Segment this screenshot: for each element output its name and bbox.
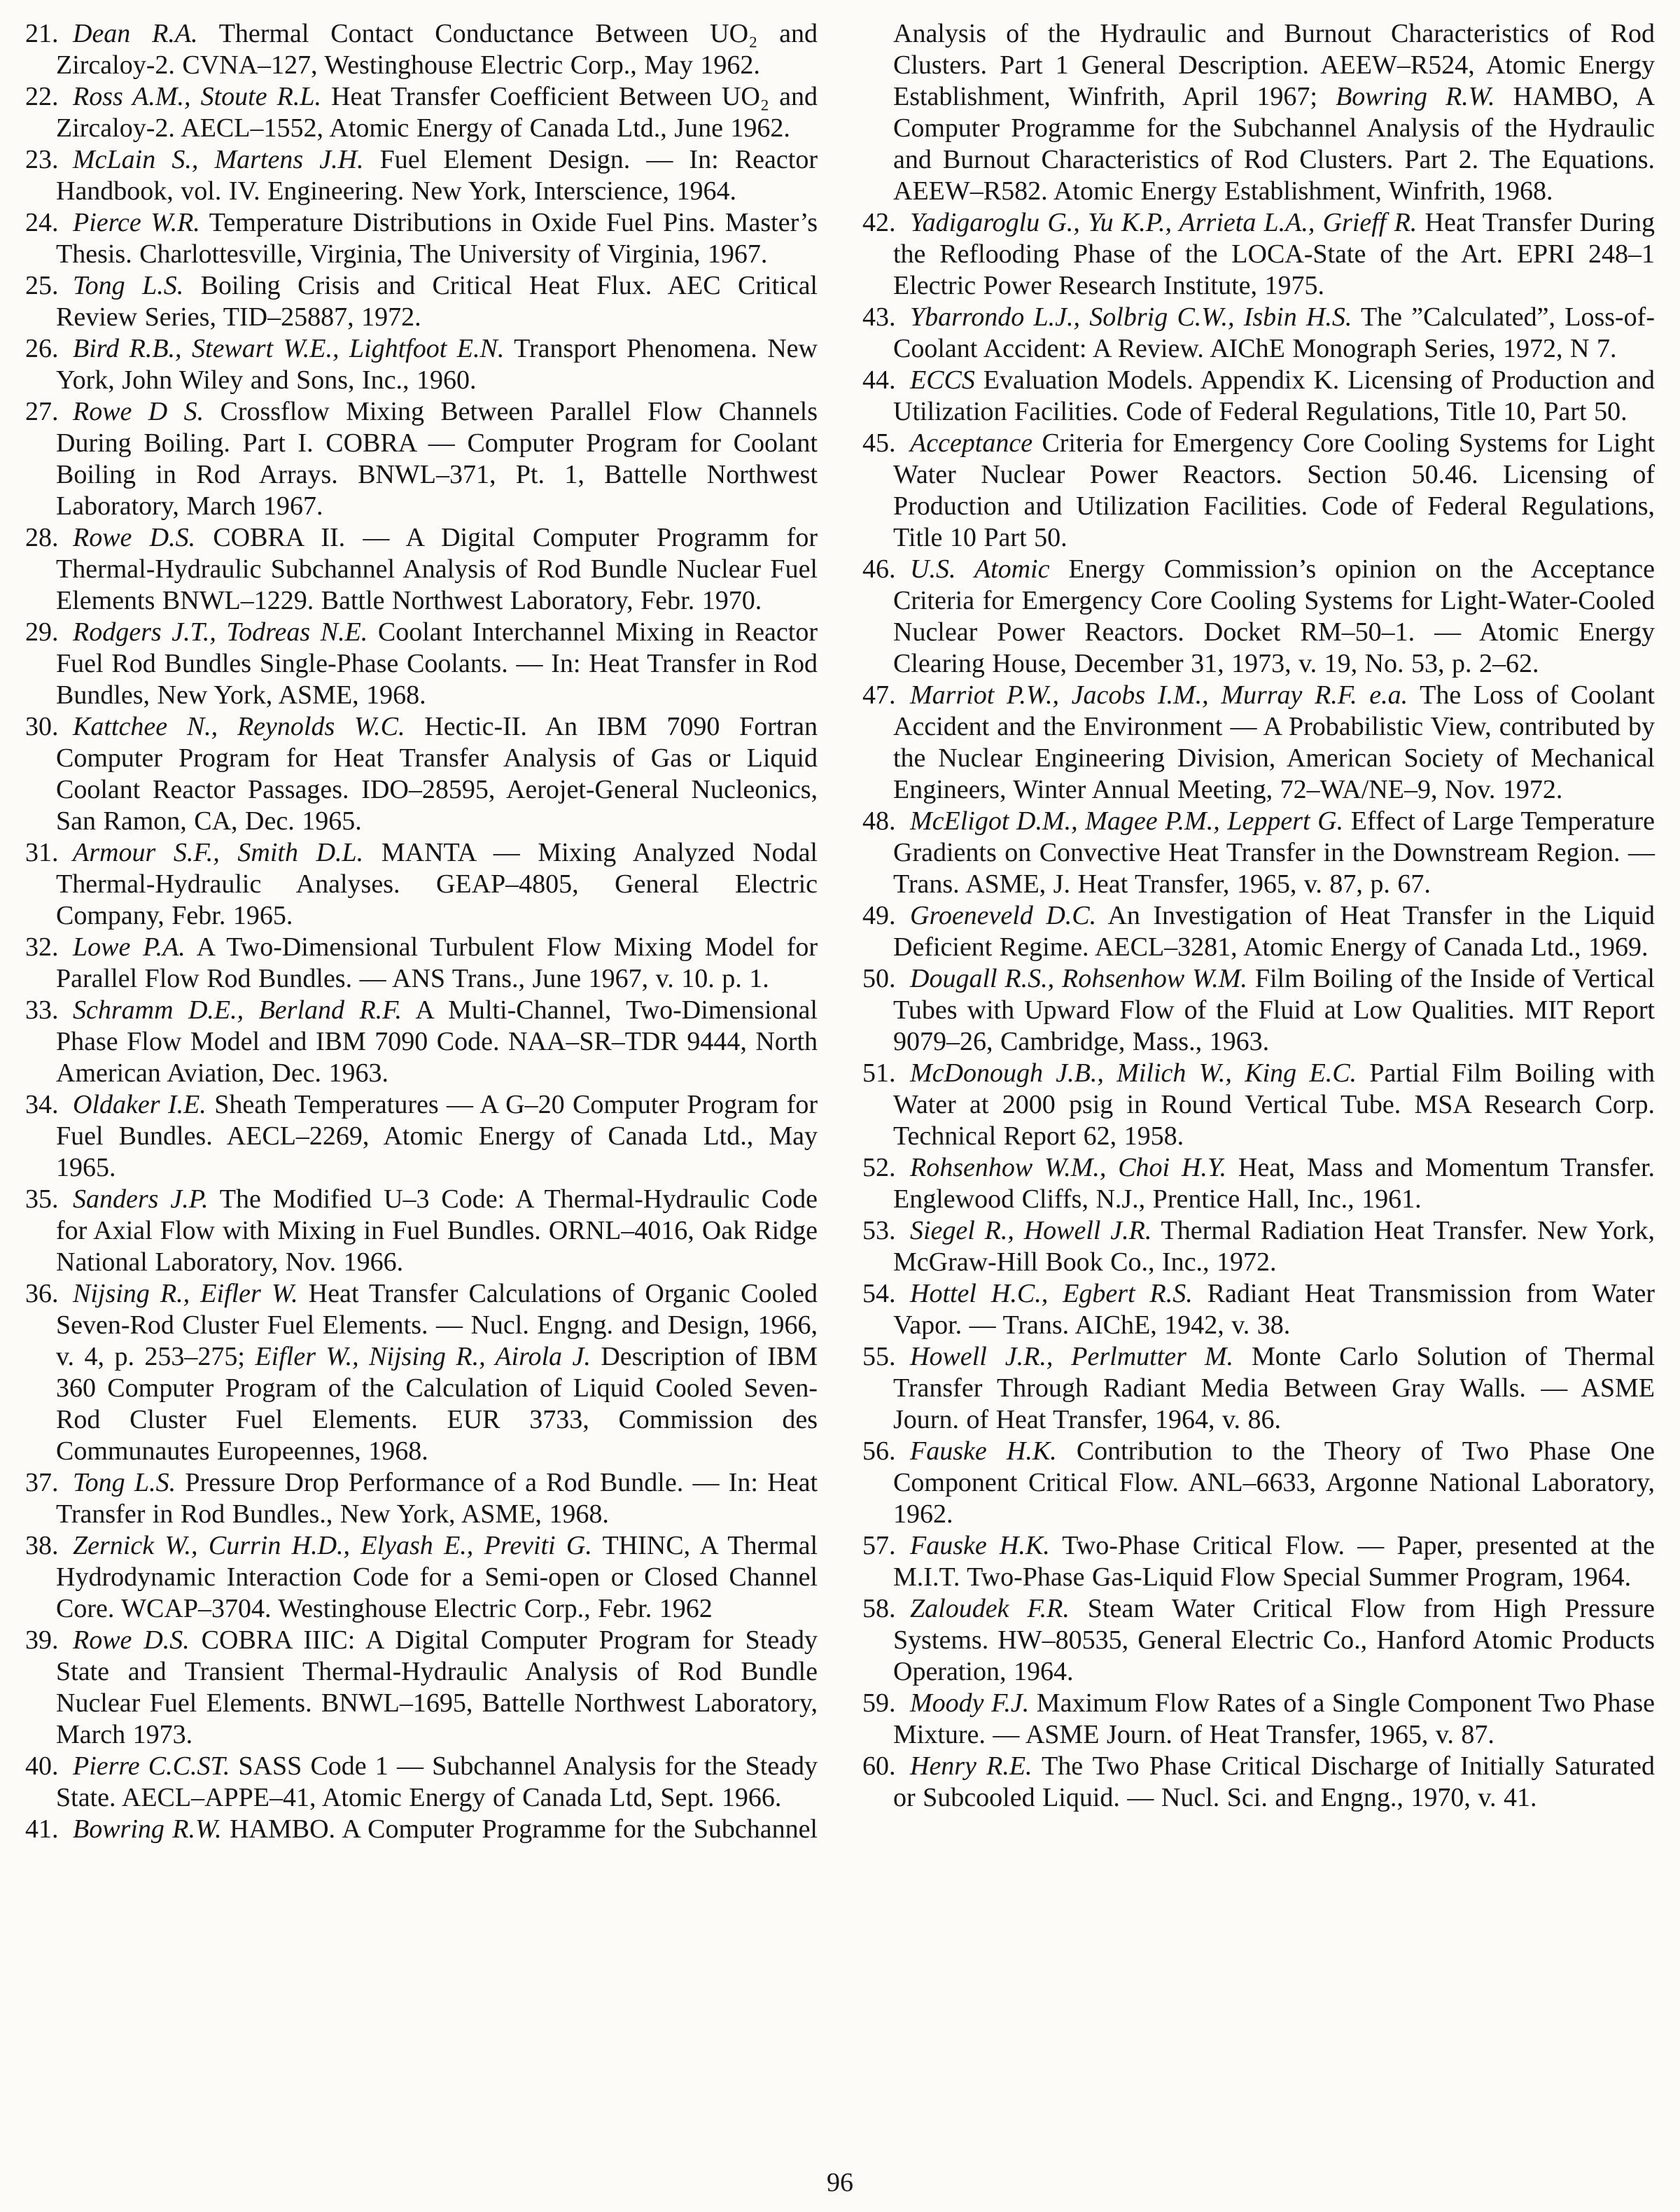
reference-item [862,806,1655,900]
reference-number: 55. [862,1342,896,1371]
author-names: Fauske H.K. [910,1531,1050,1560]
reference-text [56,82,818,143]
author-names: Sanders J.P. [73,1184,209,1214]
author-names: Eifler W., Nijsing R., Airola J. [255,1342,591,1371]
reference-number: 22. [25,82,59,111]
reference-body: An Investigation of Heat Transfer in the Liquid Deficient Regime. AECL–3281, Atomic Energy of Canada Ltd., 1969. [893,901,1655,962]
reference-number: 46. [862,554,896,584]
reference-item [862,1593,1655,1688]
reference-list [25,18,1655,1845]
reference-body: Two-Phase Critical Flow. — Paper, presented at the M.I.T. Two-Phase Gas-Liquid Flow Special Summer Program, 1964. [893,1531,1655,1592]
author-names: Pierce W.R. [73,208,200,237]
author-names: Rowe D.S. [73,1625,190,1655]
reference-text [893,302,1655,363]
reference-body: Crossflow Mixing Between Parallel Flow Channels During Boiling. Part I. COBRA — Computer Program for Coolant Boiling in Rod Arrays. BNWL–371, Pt. 1, Battelle Northwest Laboratory, March 1967. [56,397,818,521]
reference-number: 38. [25,1531,59,1560]
reference-number: 59. [862,1688,896,1718]
reference-number: 52. [862,1153,896,1182]
reference-body: Heat, Mass and Momentum Transfer. Englewood Cliffs, N.J., Prentice Hall, Inc., 1961. [893,1153,1656,1214]
author-names: McDonough J.B., Milich W., King E.C. [910,1058,1357,1088]
reference-body: Contribution to the Theory of Two Phase One Component Critical Flow. ANL–6633, Argonne National Laboratory, 1962. [893,1436,1655,1529]
reference-text [56,1468,818,1529]
reference-item [25,207,818,270]
reference-text [893,1531,1655,1592]
reference-number: 34. [25,1090,59,1119]
reference-body: Criteria for Emergency Core Cooling Systems for Light Water Nuclear Power Reactors. Section 50.46. Licensing of Production and Utilization Facilities. Code of Federal Regulations, Title 10 Part 50. [893,428,1655,552]
reference-item [25,333,818,396]
reference-number: 27. [25,397,59,426]
reference-item [25,617,818,711]
reference-body: Effect of Large Temperature Gradients on Convective Heat Transfer in the Downstream Region. — Trans. ASME, J. Heat Transfer, 1965, v. 87, p. 67. [893,806,1656,899]
reference-item [862,302,1655,365]
reference-item [862,1341,1655,1436]
reference-text [56,838,818,930]
reference-number: 28. [25,523,59,552]
reference-text [56,932,818,993]
reference-number: 37. [25,1468,59,1497]
author-names: Ybarrondo L.J., Solbrig C.W., Isbin H.S. [910,302,1352,332]
reference-body: Radiant Heat Transmission from Water Vapor. — Trans. AIChE, 1942, v. 38. [893,1279,1656,1340]
reference-item [862,680,1655,806]
author-names: Nijsing R., Eifler W. [73,1279,298,1308]
reference-item [862,1530,1655,1593]
reference-number: 47. [862,680,896,710]
reference-text [893,1058,1655,1151]
reference-item [25,522,818,617]
reference-body: Coolant Interchannel Mixing in Reactor Fuel Rod Bundles Single-Phase Coolants. — In: Heat Transfer in Rod Bundles, New York, ASME, 1968. [56,617,818,710]
reference-body: Energy Commission’s opinion on the Acceptance Criteria for Emergency Core Cooling Systems for Light-Water-Cooled Nuclear Power Reactors. Docket RM–50–1. — Atomic Energy Clearing House, December 31, 1973, v. 19, No. 53, p. 2–62. [893,554,1655,678]
reference-text [56,523,818,615]
reference-text [56,1279,818,1466]
author-names: Lowe P.A. [73,932,186,962]
reference-text [56,271,818,332]
reference-item [25,932,818,995]
reference-body: Temperature Distributions in Oxide Fuel Pins. Master’s Thesis. Charlottesville, Virginia, The University of Virginia, 1967. [56,208,818,269]
reference-text [893,1436,1655,1529]
author-names: Bowring R.W. [1336,82,1495,111]
reference-number: 29. [25,617,59,647]
author-names: Henry R.E. [910,1751,1032,1781]
author-names: Tong L.S. [73,271,184,300]
reference-text [56,334,818,395]
reference-text [893,1279,1655,1340]
reference-body: Thermal Radiation Heat Transfer. New York, McGraw-Hill Book Co., Inc., 1972. [893,1216,1655,1277]
reference-item [25,18,818,81]
reference-body: HAMBO. A Computer Programme for the Subchannel Analysis of the Hydraulic and Burnout Characteristics of Rod Clusters. Part 1 General Description. AEEW–R524, Atomic Energy Establishment, Winfrith, April 1967; [221,19,1655,1844]
author-names: Rowe D.S. [73,523,196,552]
reference-item [862,1751,1655,1814]
author-names: Hottel H.C., Egbert R.S. [910,1279,1193,1308]
reference-text [56,1090,818,1182]
reference-number: 30. [25,712,59,741]
reference-body: SASS Code 1 — Subchannel Analysis for the Steady State. AECL–APPE–41, Atomic Energy of Canada Ltd, Sept. 1966. [56,1751,818,1812]
author-names: Dougall R.S., Rohsenhow W.M. [910,964,1247,993]
author-names: Yadigaroglu G., Yu K.P., Arrieta L.A., Grieff R. [910,208,1418,237]
reference-number: 25. [25,271,59,300]
reference-body: HAMBO, A Computer Programme for the Subchannel Analysis of the Hydraulic and Burnout Characteristics of Rod Clusters. Part 2. The Equations. AEEW–R582. Atomic Energy Establishment, Winfrith, 1968. [893,82,1656,206]
reference-number: 58. [862,1594,896,1623]
reference-item [862,1278,1655,1341]
author-names: Bowring R.W. [73,1814,222,1844]
reference-text [893,554,1655,678]
reference-text [893,806,1655,899]
reference-text [893,1216,1655,1277]
author-names: McEligot D.M., Magee P.M., Leppert G. [910,806,1344,836]
reference-number: 42. [862,208,896,237]
reference-text [56,1751,818,1812]
reference-number: 40. [25,1751,59,1781]
reference-number: 24. [25,208,59,237]
reference-item [862,554,1655,680]
reference-text [56,995,818,1088]
reference-text [56,1531,818,1623]
reference-text [56,145,818,206]
reference-body: Thermal Contact Conductance Between UO₂ and Zircaloy-2. CVNA–127, Westinghouse Electric Corp., May 1962. [56,19,818,80]
reference-item [25,995,818,1089]
reference-body: The ”Calculated”, Loss-of-Coolant Accident: A Review. AIChE Monograph Series, 1972, N 7. [893,302,1655,363]
reference-text [893,1342,1655,1434]
reference-item [862,1688,1655,1751]
author-names: Schramm D.E., Berland R.F. [73,995,402,1025]
reference-number: 51. [862,1058,896,1088]
reference-number: 53. [862,1216,896,1245]
reference-text [56,1184,818,1277]
reference-text [893,1751,1655,1812]
reference-number: 41. [25,1814,59,1844]
reference-text [893,1594,1655,1686]
author-names: Marriot P.W., Jacobs I.M., Murray R.F. e.a. [910,680,1408,710]
reference-text [893,208,1655,300]
reference-body: Partial Film Boiling with Water at 2000 psig in Round Vertical Tube. MSA Research Corp. Technical Report 62, 1958. [893,1058,1655,1151]
reference-body: A Two-Dimensional Turbulent Flow Mixing Model for Parallel Flow Rod Bundles. — ANS Trans., June 1967, v. 10. p. 1. [56,932,818,993]
reference-text [893,428,1655,552]
reference-item [862,1215,1655,1278]
author-names: Rodgers J.T., Todreas N.E. [73,617,368,647]
author-names: Tong L.S. [73,1468,176,1497]
author-names: McLain S., Martens J.H. [73,145,364,174]
author-names: Zaloudek F.R. [910,1594,1070,1623]
reference-body: Steam Water Critical Flow from High Pressure Systems. HW–80535, General Electric Co., Hanford Atomic Products Operation, 1964. [893,1594,1655,1686]
reference-item [862,1436,1655,1530]
author-names: Howell J.R., Perlmutter M. [910,1342,1234,1371]
reference-number: 21. [25,19,59,48]
reference-body: Description of IBM 360 Computer Program of the Calculation of Liquid Cooled Seven-Rod Cluster Fuel Elements. EUR 3733, Commission des Communautes Europeennes, 1968. [56,1342,818,1466]
reference-number: 60. [862,1751,896,1781]
author-names: Zernick W., Currin H.D., Elyash E., Previti G. [73,1531,592,1560]
reference-body: Film Boiling of the Inside of Vertical Tubes with Upward Flow of the Fluid at Low Qualities. MIT Report 9079–26, Cambridge, Mass., 1963. [893,964,1655,1056]
reference-body: Maximum Flow Rates of a Single Component Two Phase Mixture. — ASME Journ. of Heat Transfer, 1965, v. 87. [893,1688,1655,1749]
reference-body: COBRA II. — A Digital Computer Programm for Thermal-Hydraulic Subchannel Analysis of Rod Bundle Nuclear Fuel Elements BNWL–1229. Battle Northwest Laboratory, Febr. 1970. [56,523,818,615]
author-names: Siegel R., Howell J.R. [910,1216,1152,1245]
reference-text [56,617,818,710]
reference-item [25,1089,818,1184]
reference-body: Monte Carlo Solution of Thermal Transfer Through Radiant Media Between Gray Walls. — ASME Journ. of Heat Transfer, 1964, v. 86. [893,1342,1656,1434]
reference-number: 35. [25,1184,59,1214]
reference-body: A Multi-Channel, Two-Dimensional Phase Flow Model and IBM 7090 Code. NAA–SR–TDR 9444, North American Aviation, Dec. 1963. [56,995,818,1088]
author-names: Kattchee N., Reynolds W.C. [73,712,405,741]
author-names: ECCS [910,365,975,395]
reference-item [25,144,818,207]
reference-item [25,270,818,333]
reference-item [25,1278,818,1467]
reference-body: Heat Transfer Coefficient Between UO₂ and Zircaloy-2. AECL–1552, Atomic Energy of Canada Ltd., June 1962. [56,82,818,143]
reference-body: Pressure Drop Performance of a Rod Bundle. — In: Heat Transfer in Rod Bundles., New York, ASME, 1968. [56,1468,818,1529]
reference-item [862,963,1655,1058]
reference-text [893,1153,1655,1214]
author-names: Oldaker I.E. [73,1090,206,1119]
reference-item [25,81,818,144]
reference-item [25,1530,818,1625]
reference-text [893,1688,1655,1749]
reference-text [893,680,1655,804]
author-names: Dean R.A. [73,19,198,48]
reference-text [56,712,818,836]
reference-item [862,1152,1655,1215]
reference-number: 43. [862,302,896,332]
reference-body: THINC, A Thermal Hydrodynamic Interaction Code for a Semi-open or Closed Channel Core. WCAP–3704. Westinghouse Electric Corp., Febr. 1962 [56,1531,818,1623]
author-names: Groeneveld D.C. [910,901,1097,930]
reference-number: 36. [25,1279,59,1308]
reference-text [893,365,1655,426]
reference-item [25,1751,818,1814]
reference-number: 49. [862,901,896,930]
author-names: Ross A.M., Stoute R.L. [73,82,321,111]
author-names: Moody F.J. [910,1688,1030,1718]
author-names: Rohsenhow W.M., Choi H.Y. [910,1153,1227,1182]
reference-number: 32. [25,932,59,962]
reference-text [56,397,818,521]
reference-body: Hectic-II. An IBM 7090 Fortran Computer Program for Heat Transfer Analysis of Gas or Liquid Coolant Reactor Passages. IDO–28595, Aerojet-General Nucleonics, San Ramon, CA, Dec. 1965. [56,712,818,836]
page-number: 96 [827,2168,853,2197]
reference-body: Evaluation Models. Appendix K. Licensing of Production and Utilization Facilities. Code of Federal Regulations, Title 10, Part 50. [893,365,1655,426]
reference-item [862,900,1655,963]
reference-item [25,1625,818,1751]
reference-body: Fuel Element Design. — In: Reactor Handbook, vol. IV. Engineering. New York, Interscience, 1964. [56,145,818,206]
reference-item [25,396,818,522]
author-names: U.S. Atomic [910,554,1050,584]
reference-item [25,1467,818,1530]
reference-text [56,1625,818,1749]
reference-body: COBRA IIIC: A Digital Computer Program for Steady State and Transient Thermal-Hydraulic Analysis of Rod Bundle Nuclear Fuel Elements. BNWL–1695, Battelle Northwest Laboratory, March 1973. [56,1625,818,1749]
author-names: Armour S.F., Smith D.L. [73,838,364,867]
reference-body: Transport Phenomena. New York, John Wiley and Sons, Inc., 1960. [56,334,818,395]
reference-number: 44. [862,365,896,395]
reference-number: 23. [25,145,59,174]
reference-item [25,1184,818,1278]
reference-body: The Loss of Coolant Accident and the Environment — A Probabilistic View, contributed by the Nuclear Engineering Division, American Society of Mechanical Engineers, Winter Annual Meeting, 72–WA/NE–9, Nov. 1972. [893,680,1655,804]
reference-body: Boiling Crisis and Critical Heat Flux. AEC Critical Review Series, TID–25887, 1972. [56,271,818,332]
reference-item [862,365,1655,428]
reference-number: 26. [25,334,59,363]
reference-number: 31. [25,838,59,867]
author-names: Bird R.B., Stewart W.E., Lightfoot E.N. [73,334,505,363]
reference-number: 50. [862,964,896,993]
reference-body: The Modified U–3 Code: A Thermal-Hydraulic Code for Axial Flow with Mixing in Fuel Bundles. ORNL–4016, Oak Ridge National Laboratory, Nov. 1966. [56,1184,818,1277]
reference-body: Sheath Temperatures — A G–20 Computer Program for Fuel Bundles. AECL–2269, Atomic Energy of Canada Ltd., May 1965. [56,1090,818,1182]
reference-number: 33. [25,995,59,1025]
reference-item [25,711,818,837]
reference-item [862,207,1655,302]
reference-number: 48. [862,806,896,836]
reference-text [893,901,1655,962]
author-names: Rowe D S. [73,397,204,426]
reference-number: 57. [862,1531,896,1560]
reference-number: 56. [862,1436,896,1466]
reference-item [862,1058,1655,1152]
author-names: Acceptance [910,428,1033,458]
author-names: Fauske H.K. [910,1436,1057,1466]
reference-item [25,837,818,932]
reference-body: The Two Phase Critical Discharge of Initially Saturated or Subcooled Liquid. — Nucl. Sci. and Engng., 1970, v. 41. [893,1751,1655,1812]
reference-item [862,428,1655,554]
reference-number: 45. [862,428,896,458]
reference-text [893,964,1655,1056]
reference-number: 39. [25,1625,59,1655]
reference-body: Heat Transfer During the Reflooding Phase of the LOCA-State of the Art. EPRI 248–1 Electric Power Research Institute, 1975. [893,208,1655,300]
reference-text [56,208,818,269]
reference-body: Heat Transfer Calculations of Organic Cooled Seven-Rod Cluster Fuel Elements. — Nucl. Engng. and Design, 1966, v. 4, p. 253–275; [56,1279,818,1371]
reference-text [56,19,818,80]
reference-body: MANTA — Mixing Analyzed Nodal Thermal-Hydraulic Analyses. GEAP–4805, General Electric Company, Febr. 1965. [56,838,818,930]
author-names: Pierre C.C.ST. [73,1751,230,1781]
reference-number: 54. [862,1279,896,1308]
